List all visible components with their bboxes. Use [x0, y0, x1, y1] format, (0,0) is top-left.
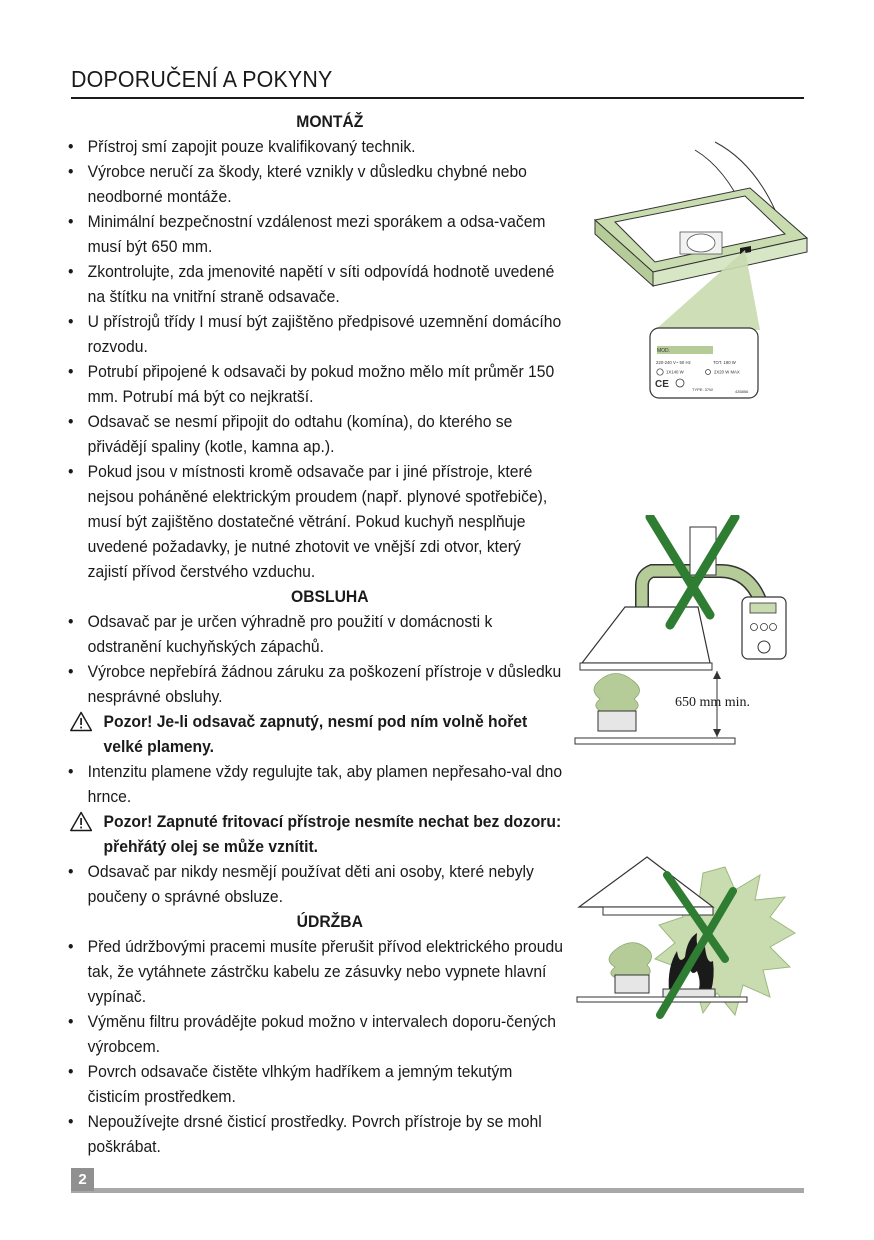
- plate-motor: 1X140 W: [666, 369, 684, 375]
- hood-distance-illustration: [570, 515, 800, 750]
- fryer-fire-illustration: [575, 855, 800, 1025]
- instructions-column: [68, 109, 568, 1159]
- ce-mark-icon: CE: [655, 379, 669, 390]
- warning-triangle-icon: [70, 811, 92, 832]
- page-number: 2: [71, 1168, 94, 1191]
- list-item: • Výrobce nepřebírá žádnou záruku za poškození přístroje v důsledku nesprávné obsluhy.: [68, 662, 562, 706]
- plate-total: TOT. 180 W: [713, 360, 736, 365]
- list-item: • Odsavač par nikdy nesmějí používat děti ani osoby, které nebyly poučeny o správné obsluze.: [68, 862, 534, 906]
- plate-code: 435856: [735, 389, 749, 394]
- distance-label: 650 mm min.: [675, 695, 751, 710]
- list-item: • Výměnu filtru provádějte pokud možno v intervalech doporu-čených výrobcem.: [68, 1012, 556, 1056]
- warning-triangle-icon: [70, 711, 92, 732]
- heading-udrzba: ÚDRŽBA: [296, 912, 363, 931]
- footer-bar: [71, 1188, 804, 1193]
- list-item: • Pokud jsou v místnosti kromě odsavače par i jiné přístroje, které nejsou poháněné elektrickým proudem (např. plynové spotřebiče), musí být zajištěno dostatečné větrání. Pokud kuchyň nesplňuje uvedené požadavky, je nutné zhotovit ve vnější zdi otvor, který zajistí přívod čerstvého vzduchu.: [68, 462, 548, 581]
- plate-type: TYPE: 37W: [692, 387, 713, 392]
- list-item: • Odsavač par je určen výhradně pro použití v domácnosti k odstranění kuchyňských zápachů.: [68, 612, 493, 656]
- list-item: • Nepoužívejte drsné čisticí prostředky. Povrch přístroje by se mohl poškrábat.: [68, 1112, 542, 1156]
- rating-plate-illustration: [585, 140, 810, 405]
- list-item: • Potrubí připojené k odsavači by pokud možno mělo mít průměr 150 mm. Potrubí má být co nejkratší.: [68, 362, 555, 406]
- heading-obsluha: OBSLUHA: [290, 587, 369, 606]
- list-item: • Před údržbovými pracemi musíte přerušit přívod elektrického proudu tak, že vytáhnete zástrčku kabelu ze zásuvky nebo vypnete hlavní vypínač.: [68, 937, 563, 1006]
- list-item: • U přístrojů třídy I musí být zajištěno předpisové uzemnění domácího rozvodu.: [68, 312, 562, 356]
- list-item: • Přístroj smí zapojit pouze kvalifikovaný technik.: [68, 137, 416, 156]
- list-item: • Minimální bezpečnostní vzdálenost mezi sporákem a odsa-vačem musí být 650 mm.: [68, 212, 546, 256]
- plate-model: MOD.: [657, 348, 671, 354]
- plate-voltage: 220-240 V~ 50 Hz: [656, 360, 691, 365]
- list-item: • Intenzitu plamene vždy regulujte tak, aby plamen nepřesaho-val dno hrnce.: [68, 762, 563, 806]
- plate-light: 2X20 W MAX: [714, 369, 740, 375]
- list-item: • Povrch odsavače čistěte vlhkým hadříkem a jemným tekutým čisticím prostředkem.: [68, 1062, 513, 1106]
- title-rule: [71, 97, 804, 99]
- page-title: DOPORUČENÍ A POKYNY: [71, 66, 333, 92]
- list-item: • Zkontrolujte, zda jmenovité napětí v síti odpovídá hodnotě uvedené na štítku na vnitřní straně odsavače.: [68, 262, 555, 306]
- list-item: • Výrobce neručí za škody, které vznikly v důsledku chybné nebo neodborné montáže.: [68, 162, 527, 206]
- warning-flames: Pozor! Je-li odsavač zapnutý, nesmí pod ním volně hořet velké plameny.: [68, 709, 564, 759]
- warning-fryer: Pozor! Zapnuté fritovací přístroje nesmíte nechat bez dozoru: přehřátý olej se může vznítit.: [68, 809, 564, 859]
- list-item: • Odsavač se nesmí připojit do odtahu (komína), do kterého se přivádějí spaliny (kotle, kamna ap.).: [68, 412, 513, 456]
- heading-montaz: MONTÁŽ: [296, 112, 364, 131]
